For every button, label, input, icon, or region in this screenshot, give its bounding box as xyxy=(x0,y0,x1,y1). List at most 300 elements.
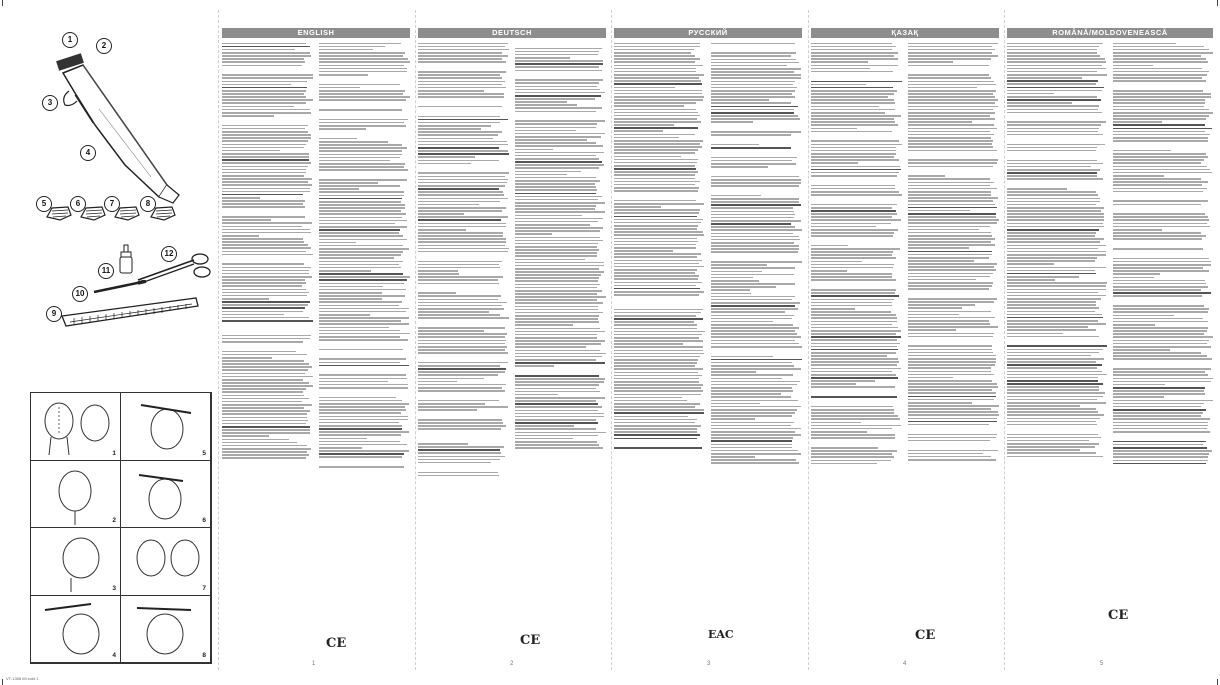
text-line xyxy=(614,134,695,136)
text-line xyxy=(811,380,875,382)
text-line xyxy=(515,186,596,188)
text-line xyxy=(1113,333,1204,335)
text-line xyxy=(1007,169,1100,171)
text-line xyxy=(614,390,703,392)
text-line xyxy=(811,254,892,256)
text-line xyxy=(1007,285,1106,287)
text-line xyxy=(908,383,997,385)
text-line xyxy=(811,87,893,89)
text-line xyxy=(908,131,990,133)
text-line xyxy=(711,74,801,76)
text-line xyxy=(711,415,792,417)
text-line xyxy=(1113,124,1205,126)
text-line xyxy=(515,95,601,97)
text-line xyxy=(908,399,994,401)
text-line xyxy=(418,52,502,54)
text-line xyxy=(614,140,703,142)
text-line xyxy=(614,231,703,233)
text-line xyxy=(1113,226,1210,228)
text-line xyxy=(711,327,799,329)
text-column xyxy=(319,41,410,469)
text-line xyxy=(811,302,892,304)
text-line xyxy=(908,87,977,89)
text-line xyxy=(319,453,404,455)
text-line xyxy=(222,197,260,199)
text-line xyxy=(614,359,698,361)
text-line xyxy=(1113,223,1207,225)
text-line xyxy=(908,364,995,366)
text-line xyxy=(711,381,800,383)
text-line xyxy=(319,96,410,98)
text-line xyxy=(908,371,991,373)
text-line xyxy=(811,321,897,323)
text-line xyxy=(711,277,753,279)
text-line xyxy=(222,307,305,309)
text-line xyxy=(614,309,703,311)
text-line xyxy=(418,371,505,373)
text-line xyxy=(614,328,697,330)
text-column xyxy=(222,41,313,469)
text-line xyxy=(614,115,700,117)
text-line xyxy=(1007,371,1102,373)
text-line xyxy=(614,346,703,348)
text-line xyxy=(1007,77,1082,79)
text-line xyxy=(1113,264,1211,266)
text-line xyxy=(1007,226,1104,228)
text-line xyxy=(908,150,997,152)
text-line xyxy=(418,295,501,297)
text-line xyxy=(515,139,587,141)
text-line xyxy=(515,104,577,106)
text-line xyxy=(811,52,898,54)
text-line xyxy=(908,143,992,145)
text-line xyxy=(319,55,403,57)
text-line xyxy=(1007,374,1107,376)
text-line xyxy=(1113,52,1213,54)
text-line xyxy=(908,90,996,92)
text-line xyxy=(811,324,892,326)
text-line xyxy=(711,166,768,168)
crop-mark xyxy=(2,0,3,6)
crop-mark xyxy=(1217,679,1218,685)
text-line xyxy=(614,394,701,396)
text-line xyxy=(908,329,956,331)
text-line xyxy=(614,381,699,383)
text-line xyxy=(1113,153,1206,155)
text-line xyxy=(515,356,602,358)
text-line xyxy=(319,314,370,316)
crop-mark xyxy=(2,679,3,685)
text-line xyxy=(222,131,308,133)
text-line xyxy=(515,120,605,122)
text-line xyxy=(222,304,308,306)
text-line xyxy=(614,282,702,284)
text-line xyxy=(908,175,945,177)
text-line xyxy=(908,222,997,224)
text-line xyxy=(711,359,802,361)
text-line xyxy=(319,444,407,446)
text-line xyxy=(418,74,500,76)
text-line xyxy=(1113,349,1170,351)
text-line xyxy=(418,317,509,319)
text-line xyxy=(614,334,702,336)
text-line xyxy=(515,293,597,295)
text-line xyxy=(319,378,407,380)
text-line xyxy=(908,65,989,67)
text-line xyxy=(222,206,305,208)
text-line xyxy=(1007,251,1106,253)
text-line xyxy=(515,133,605,135)
text-line xyxy=(515,155,596,157)
text-line xyxy=(222,385,313,387)
text-line xyxy=(711,214,795,216)
text-line xyxy=(515,63,603,65)
footer-code: VT-1358 IM.indd 1 xyxy=(6,676,39,681)
text-line xyxy=(319,213,406,215)
text-line xyxy=(515,221,598,223)
text-line xyxy=(515,246,597,248)
text-line xyxy=(515,312,603,314)
text-line xyxy=(515,350,600,352)
text-line xyxy=(319,327,389,329)
text-line xyxy=(319,84,400,86)
text-line xyxy=(319,276,410,278)
text-line xyxy=(515,432,606,434)
text-line xyxy=(319,239,407,241)
text-line xyxy=(418,116,500,118)
text-line xyxy=(1007,380,1098,382)
text-line xyxy=(811,131,892,133)
text-line xyxy=(515,324,573,326)
text-line xyxy=(614,241,698,243)
text-line xyxy=(1007,102,1072,104)
text-line xyxy=(811,361,899,363)
text-line xyxy=(711,356,773,358)
text-line xyxy=(1113,327,1208,329)
text-column xyxy=(811,41,902,466)
text-line xyxy=(222,99,313,101)
text-line xyxy=(908,226,990,228)
text-line xyxy=(908,216,996,218)
text-line xyxy=(418,311,489,313)
text-line xyxy=(614,168,696,170)
text-line xyxy=(811,267,893,269)
text-line xyxy=(1007,245,1106,247)
text-line xyxy=(515,161,602,163)
text-line xyxy=(222,398,309,400)
text-line xyxy=(319,362,400,364)
text-line xyxy=(319,150,402,152)
text-line xyxy=(614,137,679,139)
text-line xyxy=(908,434,997,436)
text-line xyxy=(614,216,697,218)
text-line xyxy=(811,93,894,95)
text-line xyxy=(319,248,409,250)
text-line xyxy=(908,450,998,452)
section-header: ҚАЗАҚ xyxy=(811,28,999,38)
text-column xyxy=(418,41,509,478)
text-line xyxy=(1007,229,1099,231)
text-line xyxy=(711,299,792,301)
text-line xyxy=(1113,425,1208,427)
text-line xyxy=(515,321,599,323)
text-line xyxy=(1113,292,1211,294)
text-line xyxy=(1113,267,1203,269)
text-line xyxy=(222,52,310,54)
text-line xyxy=(908,74,989,76)
text-line xyxy=(418,378,484,380)
text-line xyxy=(222,360,304,362)
text-line xyxy=(418,276,503,278)
text-line xyxy=(222,388,306,390)
text-line xyxy=(319,46,385,48)
text-line xyxy=(1113,418,1210,420)
text-line xyxy=(1007,292,1098,294)
text-line xyxy=(222,102,306,104)
text-line xyxy=(515,149,553,151)
text-line xyxy=(711,459,796,461)
text-line xyxy=(908,124,994,126)
text-line xyxy=(614,260,702,262)
text-line xyxy=(418,330,484,332)
text-line xyxy=(1113,270,1209,272)
text-line xyxy=(418,147,499,149)
text-line xyxy=(908,229,979,231)
text-line xyxy=(811,204,897,206)
text-line xyxy=(319,292,382,294)
text-line xyxy=(1007,49,1097,51)
text-line xyxy=(319,323,409,325)
text-line xyxy=(1113,336,1213,338)
text-line xyxy=(1007,207,1104,209)
text-line xyxy=(1113,346,1211,348)
text-line xyxy=(811,355,887,357)
text-line xyxy=(222,169,306,171)
text-line xyxy=(908,182,994,184)
text-line xyxy=(515,240,603,242)
text-line xyxy=(908,377,953,379)
text-line xyxy=(711,289,750,291)
text-line xyxy=(319,286,383,288)
text-line xyxy=(1113,283,1206,285)
text-line xyxy=(222,153,309,155)
text-line xyxy=(1113,188,1207,190)
text-line xyxy=(711,226,795,228)
text-line xyxy=(908,55,998,57)
text-line xyxy=(418,462,491,464)
text-line xyxy=(811,112,885,114)
text-line xyxy=(222,159,309,161)
text-line xyxy=(711,115,798,117)
text-line xyxy=(711,236,799,238)
text-line xyxy=(1007,389,1099,391)
text-line xyxy=(418,131,502,133)
text-line xyxy=(319,295,405,297)
text-line xyxy=(319,336,400,338)
text-line xyxy=(1007,112,1102,114)
text-line xyxy=(1113,200,1208,202)
text-line xyxy=(711,302,800,304)
text-line xyxy=(811,229,898,231)
text-line xyxy=(319,387,408,389)
text-line xyxy=(515,199,598,201)
text-line xyxy=(1113,308,1209,310)
text-line xyxy=(515,60,603,62)
text-line xyxy=(1007,358,1104,360)
text-column xyxy=(711,41,802,466)
text-line xyxy=(418,305,502,307)
text-line xyxy=(614,272,695,274)
text-line xyxy=(1007,333,1063,335)
text-line xyxy=(222,301,310,303)
text-line xyxy=(319,425,402,427)
text-line xyxy=(614,90,702,92)
text-line xyxy=(418,349,505,351)
text-line xyxy=(614,143,700,145)
text-line xyxy=(1007,210,1101,212)
text-line xyxy=(319,119,408,121)
page-number: 3 xyxy=(707,661,711,667)
text-line xyxy=(418,122,500,124)
text-line xyxy=(711,96,795,98)
text-line xyxy=(319,125,406,127)
text-line xyxy=(222,317,309,319)
text-line xyxy=(1113,112,1213,114)
text-line xyxy=(711,217,794,219)
text-line xyxy=(908,140,993,142)
text-line xyxy=(222,267,311,269)
text-line xyxy=(711,59,796,61)
text-line xyxy=(908,358,996,360)
text-line xyxy=(711,109,794,111)
text-line xyxy=(811,188,895,190)
text-line xyxy=(418,61,506,63)
text-line xyxy=(811,96,888,98)
text-line xyxy=(515,145,603,147)
text-line xyxy=(515,290,602,292)
text-line xyxy=(222,238,303,240)
text-line xyxy=(711,462,799,464)
text-line xyxy=(1113,390,1204,392)
text-line xyxy=(222,81,307,83)
text-line xyxy=(811,352,896,354)
text-line xyxy=(222,191,310,193)
text-line xyxy=(811,115,901,117)
text-line xyxy=(515,224,590,226)
text-line xyxy=(418,245,505,247)
text-line xyxy=(1007,456,1103,458)
text-line xyxy=(515,164,604,166)
text-line xyxy=(222,203,303,205)
callout: 6 xyxy=(70,196,86,212)
text-line xyxy=(319,122,404,124)
text-line xyxy=(1007,317,1103,319)
text-line xyxy=(614,294,699,296)
text-line xyxy=(908,285,992,287)
text-line xyxy=(515,284,600,286)
text-line xyxy=(418,90,484,92)
text-line xyxy=(1113,450,1212,452)
text-line xyxy=(1113,68,1202,70)
text-line xyxy=(908,453,983,455)
text-line xyxy=(711,393,781,395)
text-line xyxy=(908,146,993,148)
text-line xyxy=(908,159,998,161)
text-line xyxy=(418,93,504,95)
text-line xyxy=(515,180,600,182)
text-line xyxy=(222,58,304,60)
text-line xyxy=(222,363,309,365)
text-line xyxy=(319,99,406,101)
text-line xyxy=(418,261,502,263)
text-line xyxy=(811,156,894,158)
text-line xyxy=(711,84,793,86)
text-line xyxy=(1113,248,1203,250)
text-line xyxy=(418,292,456,294)
text-line xyxy=(418,362,508,364)
text-line xyxy=(711,55,791,57)
text-line xyxy=(1007,248,1098,250)
text-line xyxy=(711,248,799,250)
text-line xyxy=(319,65,404,67)
text-line xyxy=(908,238,995,240)
text-line xyxy=(319,251,403,253)
text-line xyxy=(711,223,791,225)
text-line xyxy=(418,302,507,304)
eac-mark: EAC xyxy=(708,628,734,641)
text-line xyxy=(515,152,604,154)
text-line xyxy=(811,90,897,92)
text-line xyxy=(711,333,797,335)
text-line xyxy=(614,102,696,104)
text-line xyxy=(319,229,400,231)
text-line xyxy=(319,450,409,452)
text-line xyxy=(811,219,901,221)
text-line xyxy=(515,447,603,449)
text-line xyxy=(614,80,701,82)
text-line xyxy=(908,352,993,354)
text-line xyxy=(1007,68,1106,70)
text-line xyxy=(418,49,509,51)
text-line xyxy=(908,52,992,54)
text-line xyxy=(222,295,307,297)
text-line xyxy=(222,366,312,368)
text-line xyxy=(1007,352,1099,354)
text-line xyxy=(1113,172,1212,174)
text-line xyxy=(1007,396,1103,398)
text-line xyxy=(418,273,459,275)
text-line xyxy=(711,296,795,298)
text-line xyxy=(418,125,491,127)
text-line xyxy=(418,406,508,408)
text-line xyxy=(908,421,997,423)
text-line xyxy=(811,308,855,310)
text-line xyxy=(515,375,599,377)
text-line xyxy=(711,71,794,73)
text-line xyxy=(319,210,401,212)
text-line xyxy=(1113,387,1205,389)
text-line xyxy=(418,352,508,354)
text-line xyxy=(908,49,995,51)
text-line xyxy=(811,261,862,263)
text-line xyxy=(515,127,596,129)
cleaning-brush-icon xyxy=(92,280,148,294)
text-line xyxy=(811,150,896,152)
text-line xyxy=(1007,323,1106,325)
text-line xyxy=(614,162,697,164)
text-line xyxy=(515,435,598,437)
step-number: 1 xyxy=(112,449,116,457)
